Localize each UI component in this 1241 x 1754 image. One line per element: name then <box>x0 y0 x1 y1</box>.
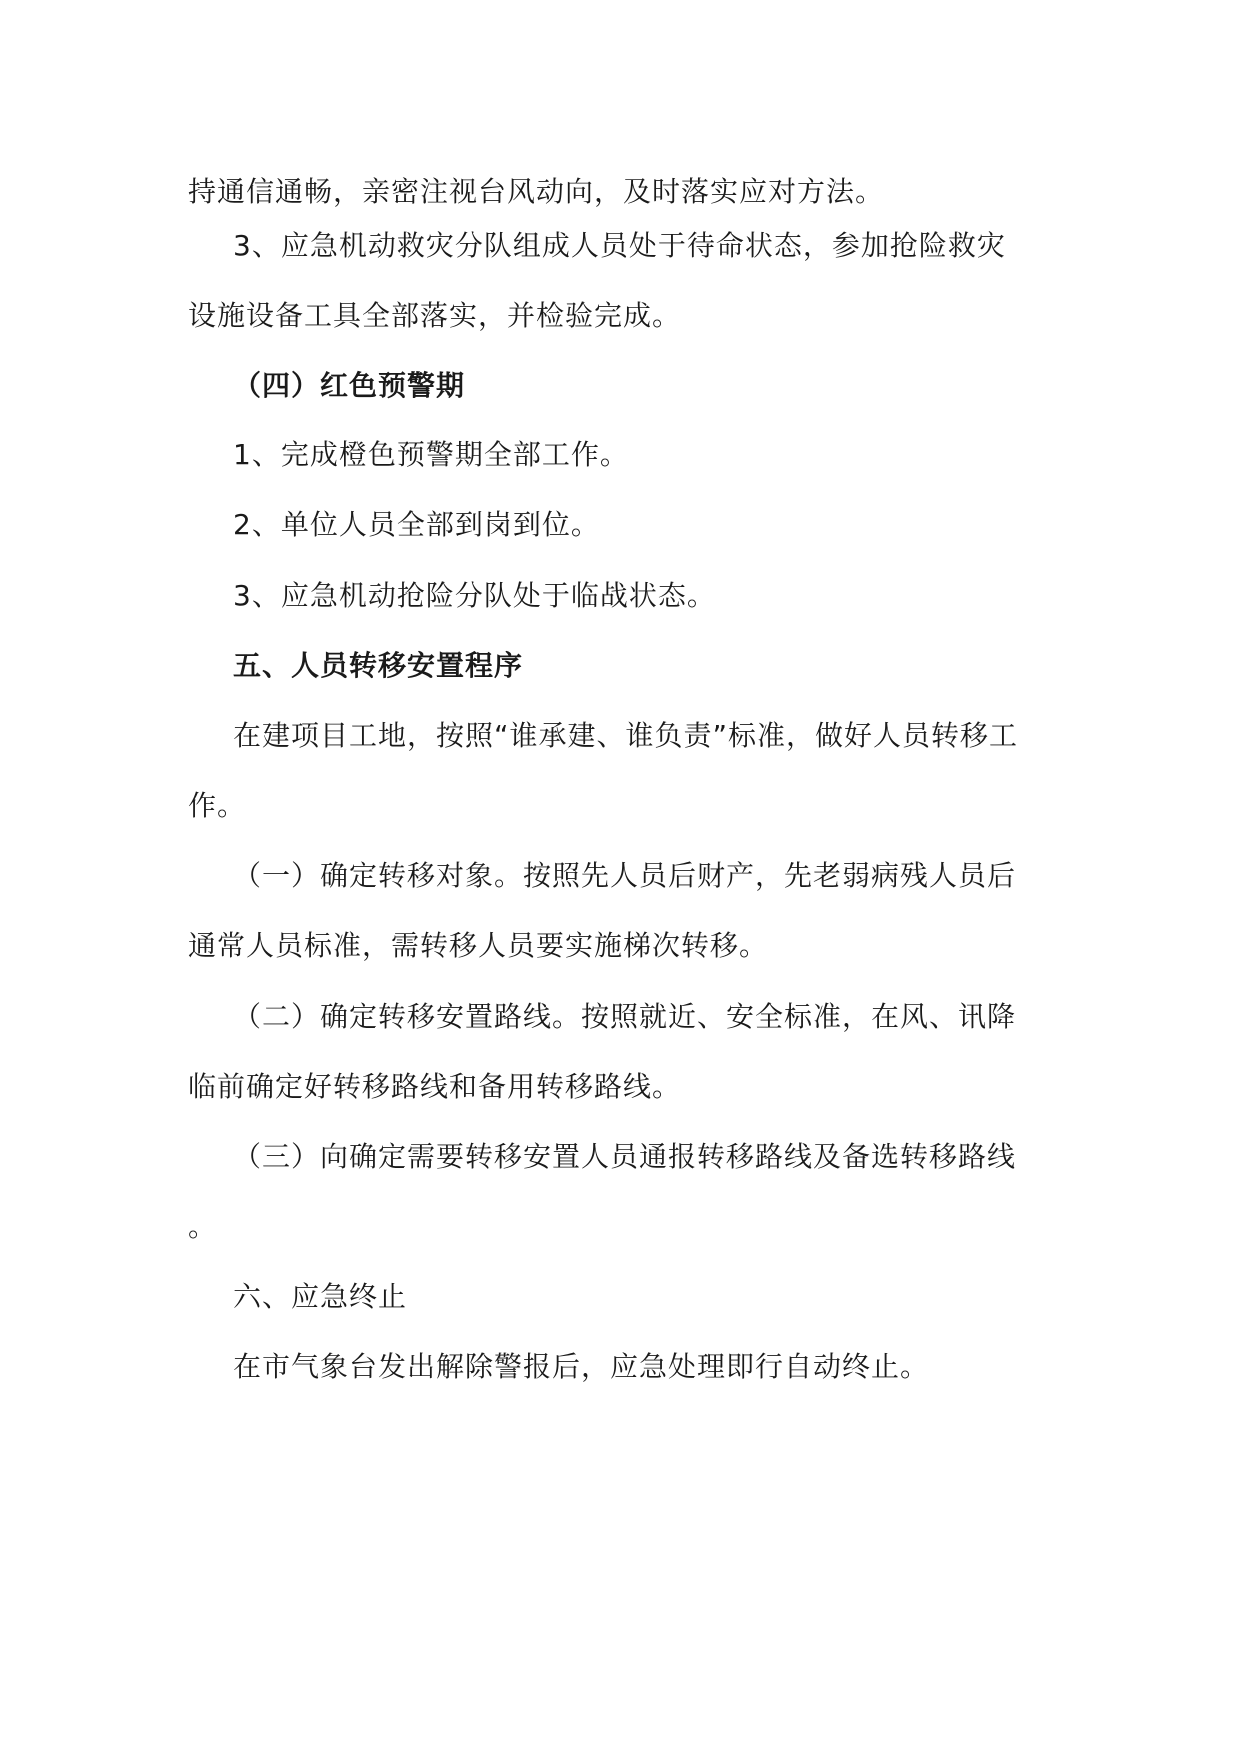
paragraph-line: 在建项目工地，按照“谁承建、谁负责”标准，做好人员转移工 <box>233 719 1019 752</box>
section-heading: （四）红色预警期 <box>233 369 466 402</box>
paragraph-line: 3、应急机动抢险分队处于临战状态。 <box>233 579 716 612</box>
paragraph-line: 在市气象台发出解除警报后，应急处理即行自动终止。 <box>233 1350 930 1383</box>
paragraph-line: 设施设备工具全部落实，并检验完成。 <box>188 299 682 332</box>
section-heading: 五、人员转移安置程序 <box>233 649 524 682</box>
paragraph-line: 通常人员标准，需转移人员要实施梯次转移。 <box>188 929 769 962</box>
paragraph-line: 作。 <box>188 789 247 822</box>
paragraph-line: （三）向确定需要转移安置人员通报转移路线及备选转移路线 <box>233 1140 1017 1173</box>
paragraph-line: （一）确定转移对象。按照先人员后财产，先老弱病残人员后 <box>233 859 1017 892</box>
section-heading: 六、应急终止 <box>233 1280 408 1313</box>
paragraph-line: 1、完成橙色预警期全部工作。 <box>233 438 629 471</box>
paragraph-line: 临前确定好转移路线和备用转移路线。 <box>188 1070 682 1103</box>
paragraph-line: 3、应急机动救灾分队组成人员处于待命状态，参加抢险救灾 <box>233 229 1006 262</box>
paragraph-line: 持通信通畅，亲密注视台风动向，及时落实应对方法。 <box>188 175 885 208</box>
paragraph-line: 。 <box>188 1210 218 1243</box>
paragraph-line: （二）确定转移安置路线。按照就近、安全标准，在风、讯降 <box>233 1000 1017 1033</box>
paragraph-line: 2、单位人员全部到岗到位。 <box>233 508 600 541</box>
